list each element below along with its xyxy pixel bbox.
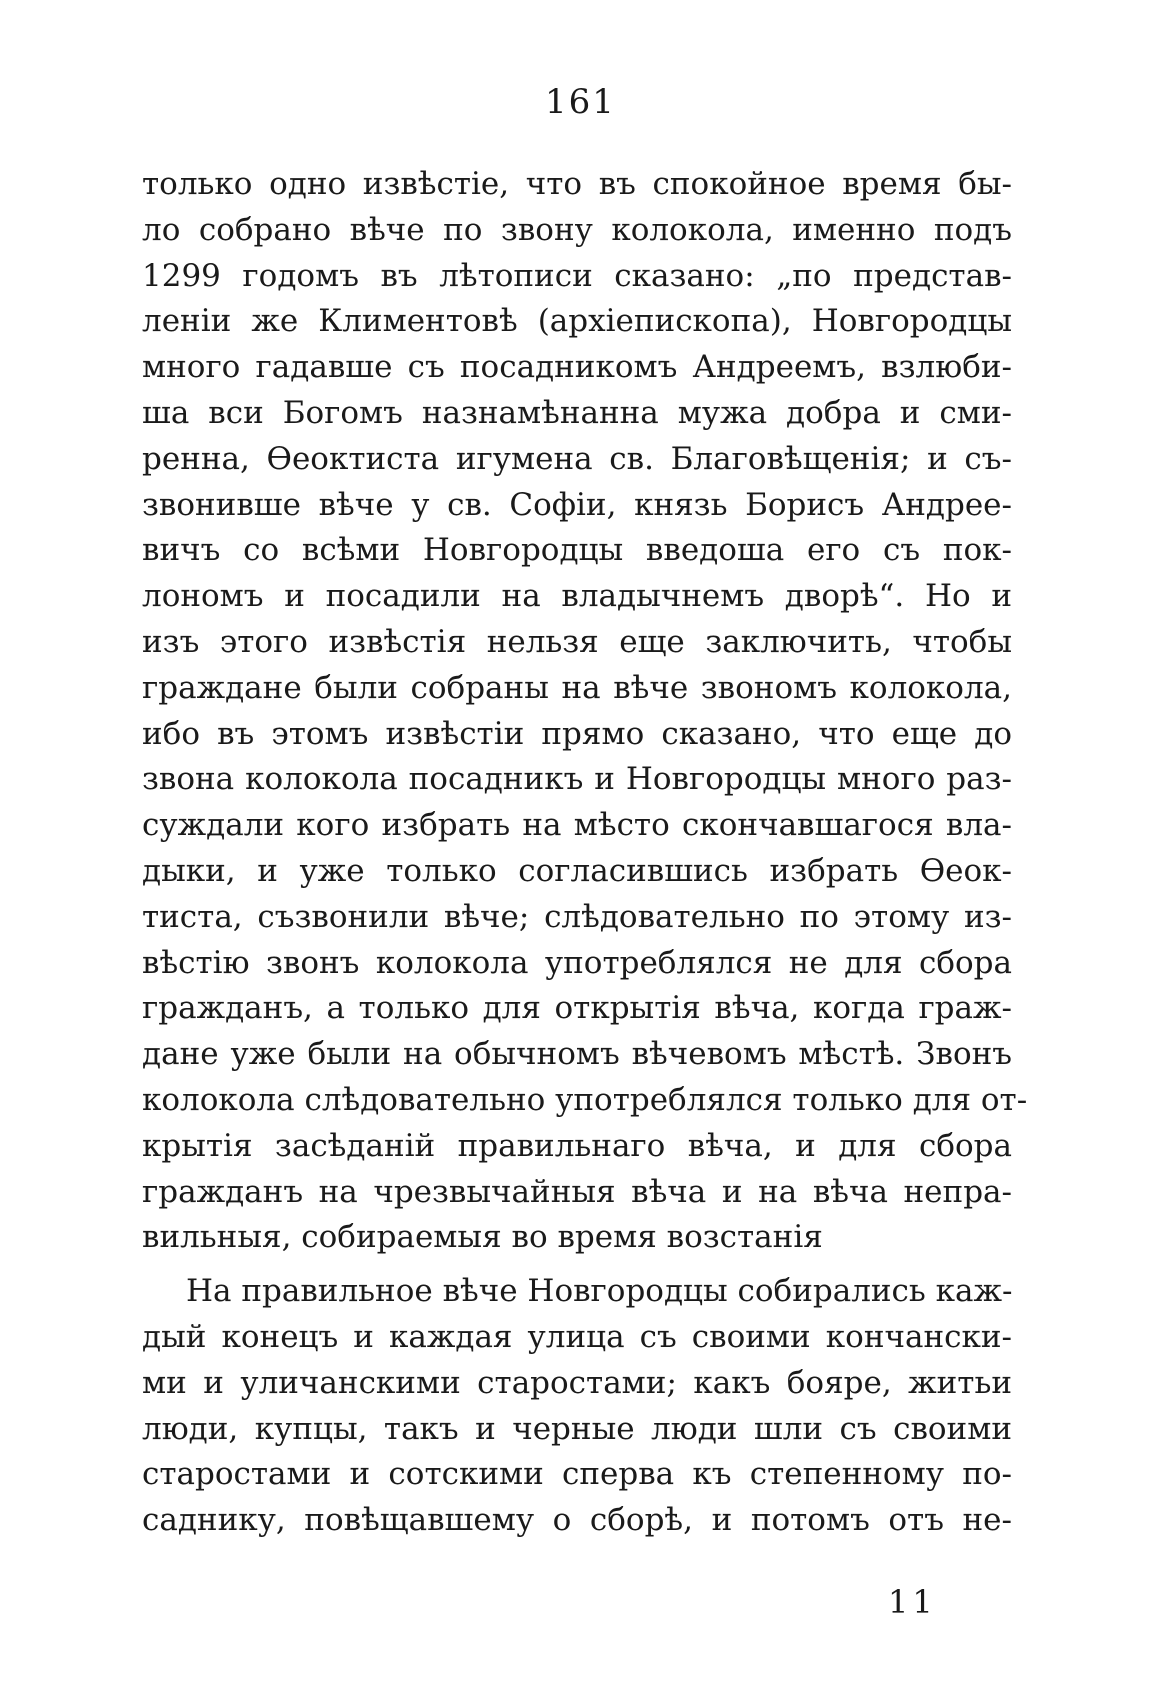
text-line: только одно извѣстіе, что въ спокойное время бы- bbox=[142, 166, 1012, 202]
text-line: леніи же Климентовѣ (архіепископа), Новгородцы bbox=[142, 303, 1012, 340]
text-line: На правильное вѣче Новгородцы собирались каж- bbox=[186, 1273, 1013, 1310]
text-line: ми и уличанскими старостами; какъ бояре, житьи bbox=[142, 1364, 1012, 1401]
text-line: ло собрано вѣче по звону колокола, именно подъ bbox=[142, 211, 1012, 248]
text-line: вичъ со всѣми Новгородцы введоша его съ пок- bbox=[142, 532, 1012, 569]
page-number: 161 bbox=[545, 82, 616, 122]
text-line: гражданъ, а только для открытія вѣча, когда граж- bbox=[142, 990, 1012, 1027]
text-line: изъ этого извѣстія нельзя еще заключить, чтобы bbox=[142, 623, 1012, 660]
text-line: много гадавше съ посадникомъ Андреемъ, взлюби- bbox=[142, 349, 1012, 386]
text-line: вильныя, собираемыя во время возстанія bbox=[142, 1219, 823, 1256]
text-line: колокола слѣдовательно употреблялся только для от- bbox=[142, 1081, 1028, 1118]
text-line: дыки, и уже только согласившись избрать Ѳеок- bbox=[142, 852, 1012, 889]
text-line: граждане были собраны на вѣче звономъ колокола, bbox=[142, 669, 1012, 706]
text-line: звонивше вѣче у св. Софіи, князь Борисъ Андрее- bbox=[142, 486, 1012, 523]
text-line: дане уже были на обычномъ вѣчевомъ мѣстѣ. Звонъ bbox=[142, 1036, 1012, 1073]
text-line: саднику, повѣщавшему о сборѣ, и потомъ отъ не- bbox=[142, 1502, 1012, 1539]
text-line: суждали кого избрать на мѣсто скончавшагося вла- bbox=[142, 807, 1012, 844]
text-line: звона колокола посадникъ и Новгородцы много раз- bbox=[142, 761, 1012, 798]
text-line: лономъ и посадили на владычнемъ дворѣ“. Но и bbox=[142, 578, 1012, 615]
text-line: вѣстію звонъ колокола употреблялся не для сбора bbox=[142, 944, 1012, 981]
text-line: тиста, съзвонили вѣче; слѣдовательно по этому из- bbox=[142, 898, 1012, 935]
text-line: крытія засѣданій правильнаго вѣча, и для сбора bbox=[142, 1127, 1012, 1164]
body-text bbox=[142, 162, 1028, 1544]
text-line: люди, купцы, такъ и черные люди шли съ своими bbox=[142, 1410, 1012, 1447]
text-line: гражданъ на чрезвычайныя вѣча и на вѣча непра- bbox=[142, 1173, 1012, 1210]
text-line: 1299 годомъ въ лѣтописи сказано: „по представ- bbox=[142, 257, 1012, 294]
text-line: ибо въ этомъ извѣстіи прямо сказано, что еще до bbox=[142, 715, 1012, 752]
paragraph-gap bbox=[142, 1261, 1012, 1269]
signature-mark: 11 bbox=[888, 1583, 937, 1621]
text-line: старостами и сотскими сперва къ степенному по- bbox=[142, 1456, 1012, 1493]
paragraph-1 bbox=[142, 162, 1028, 1261]
text-line: ренна, Ѳеоктиста игумена св. Благовѣщенія; и съ- bbox=[142, 440, 1012, 477]
text-line: ша вси Богомъ назнамѣнанна мужа добра и сми- bbox=[142, 394, 1012, 431]
paragraph-2 bbox=[142, 1269, 1012, 1544]
text-line: дый конецъ и каждая улица съ своими кончански- bbox=[142, 1318, 1012, 1355]
